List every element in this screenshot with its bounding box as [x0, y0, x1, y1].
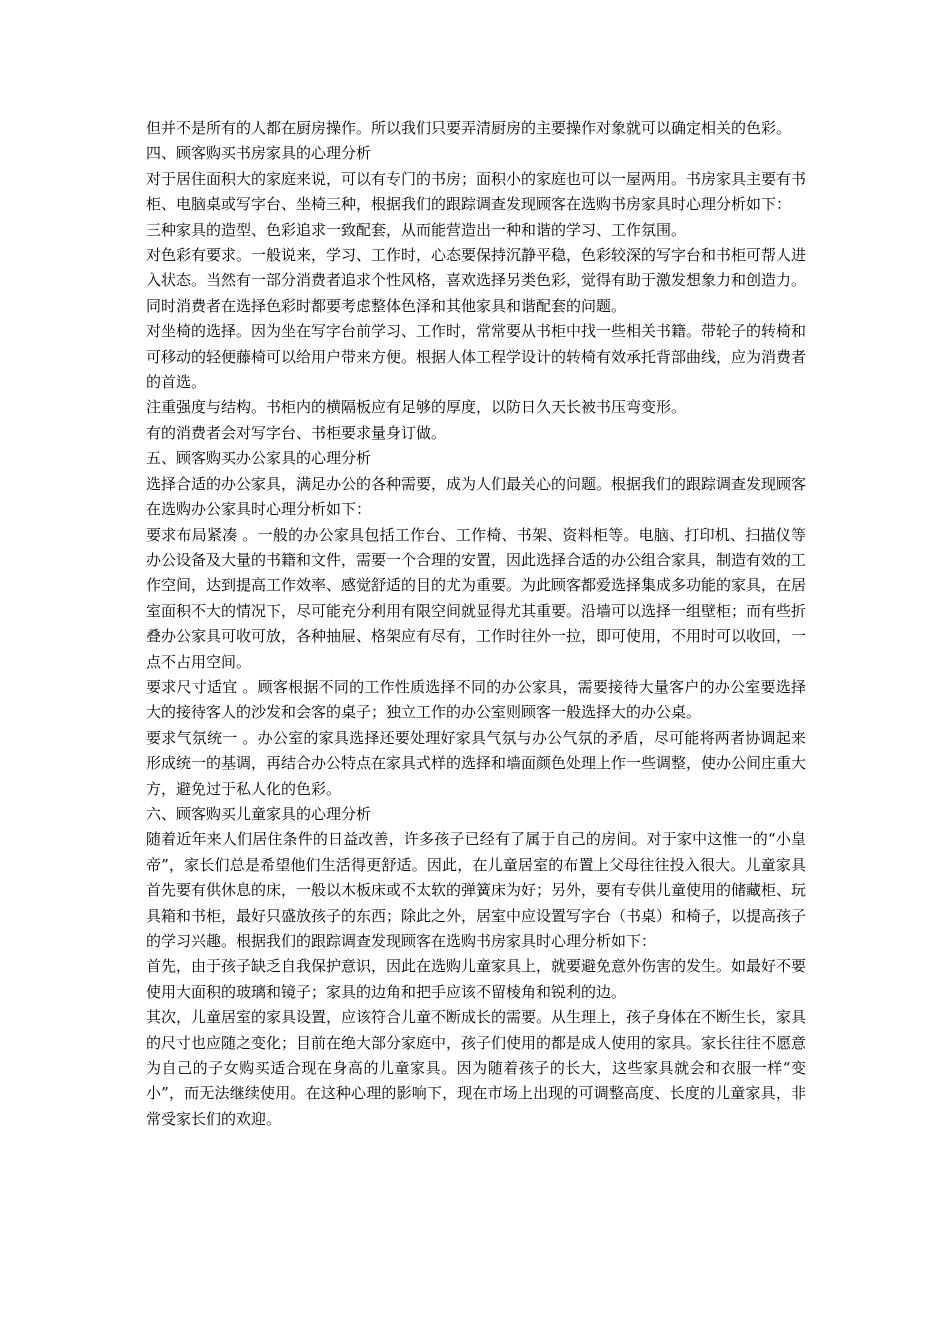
paragraph: 首先，由于孩子缺乏自我保护意识，因此在选购儿童家具上，就要避免意外伤害的发生。如最好不要使用大面积的玻璃和镜子；家具的边角和把手应该不留棱角和锐利的边。 [146, 957, 807, 1001]
section-heading: 四、顾客购买书房家具的心理分析 [146, 144, 372, 163]
paragraph: 但并不是所有的人都在厨房操作。所以我们只要弄清厨房的主要操作对象就可以确定相关的色彩。 [146, 119, 792, 137]
section-heading: 五、顾客购买办公家具的心理分析 [146, 449, 372, 468]
paragraph: 要求布局紧凑 。一般的办公家具包括工作台、工作椅、书架、资料柜等。电脑、打印机、扫描仪等办公设备及大量的书籍和文件，需要一个合理的安置，因此选择合适的办公组合家具，制造有效的工作空间，达到提高工作效率、感觉舒适的目的尤为重要。为此顾客都爱选择集成多功能的家具，在居室面积不大的情况下，尽可能充分利用有限空间就显得尤其重要。沿墙可以选择一组壁柜；而有些折叠办公家具可收可放，各种抽屉、格架应有尽有，工作时往外一拉，即可使用，不用时可以收回，一点不占用空间。 [146, 525, 807, 671]
paragraph: 对于居住面积大的家庭来说，可以有专门的书房；面积小的家庭也可以一屋两用。书房家具主要有书柜、电脑桌或写字台、坐椅三种，根据我们的跟踪调查发现顾客在选购书房家具时心理分析如下： [146, 169, 807, 214]
paragraph: 随着近年来人们居住条件的日益改善，许多孩子已经有了属于自己的房间。对于家中这惟一的“小皇帝”，家长们总是希望他们生活得更舒适。因此，在儿童居室的布置上父母往往投入很大。儿童家具首先要有供休息的床，一般以木板床或不太软的弹簧床为好；另外，要有专供儿童使用的储藏柜、玩具箱和书柜，最好只盛放孩子的东西；除此之外，居室中应设置写字台（书桌）和椅子，以提高孩子的学习兴趣。根据我们的跟踪调查发现顾客在选购书房家具时心理分析如下： [146, 830, 807, 950]
paragraph: 注重强度与结构。书柜内的横隔板应有足够的厚度，以防日久天长被书压弯变形。 [146, 398, 687, 417]
paragraph: 要求尺寸适宜 。顾客根据不同的工作性质选择不同的办公家具，需要接待大量客户的办公室要选择大的接待客人的沙发和会客的桌子；独立工作的办公室则顾客一般选择大的办公桌。 [146, 677, 806, 722]
paragraph: 要求气氛统一 。办公室的家具选择还要处理好家具气氛与办公气氛的矛盾，尽可能将两者协调起来形成统一的基调，再结合办公特点在家具式样的选择和墙面颜色处理上作一些调整，使办公间庄重大方，避免过于私人化的色彩。 [146, 728, 807, 798]
paragraph: 对色彩有要求。一般说来，学习、工作时，心态要保持沉静平稳，色彩较深的写字台和书柜可帮人进入状态。当然有一部分消费者追求个性风格，喜欢选择另类色彩，觉得有助于激发想象力和创造力。同时消费者在选择色彩时都要考虑整体色泽和其他家具和谐配套的问题。 [146, 246, 807, 315]
paragraph: 三种家具的造型、色彩追求一致配套，从而能营造出一种和谐的学习、工作氛围。 [146, 220, 687, 239]
paragraph: 其次，儿童居室的家具设置，应该符合儿童不断成长的需要。从生理上，孩子身体在不断生长，家具的尺寸也应随之变化；目前在绝大部分家庭中，孩子们使用的都是成人使用的家具。家长往往不愿意为自己的子女购买适合现在身高的儿童家具。因为随着孩子的长大，这些家具就会和衣服一样“变小”，而无法继续使用。在这种心理的影响下，现在市场上出现的可调整高度、长度的儿童家具，非常受家长们的欢迎。 [146, 1008, 807, 1128]
paragraph: 对坐椅的选择。因为坐在写字台前学习、工作时，常常要从书柜中找一些相关书籍。带轮子的转椅和可移动的轻便藤椅可以给用户带来方便。根据人体工程学设计的转椅有效承托背部曲线，应为消费者的首选。 [146, 322, 807, 392]
paragraph: 选择合适的办公家具，满足办公的各种需要，成为人们最关心的问题。根据我们的跟踪调查发现顾客在选购办公家具时心理分析如下： [146, 474, 807, 519]
paragraph: 有的消费者会对写字台、书柜要求量身订做。 [146, 423, 447, 442]
section-heading: 六、顾客购买儿童家具的心理分析 [146, 804, 372, 823]
document-body [146, 116, 806, 1132]
